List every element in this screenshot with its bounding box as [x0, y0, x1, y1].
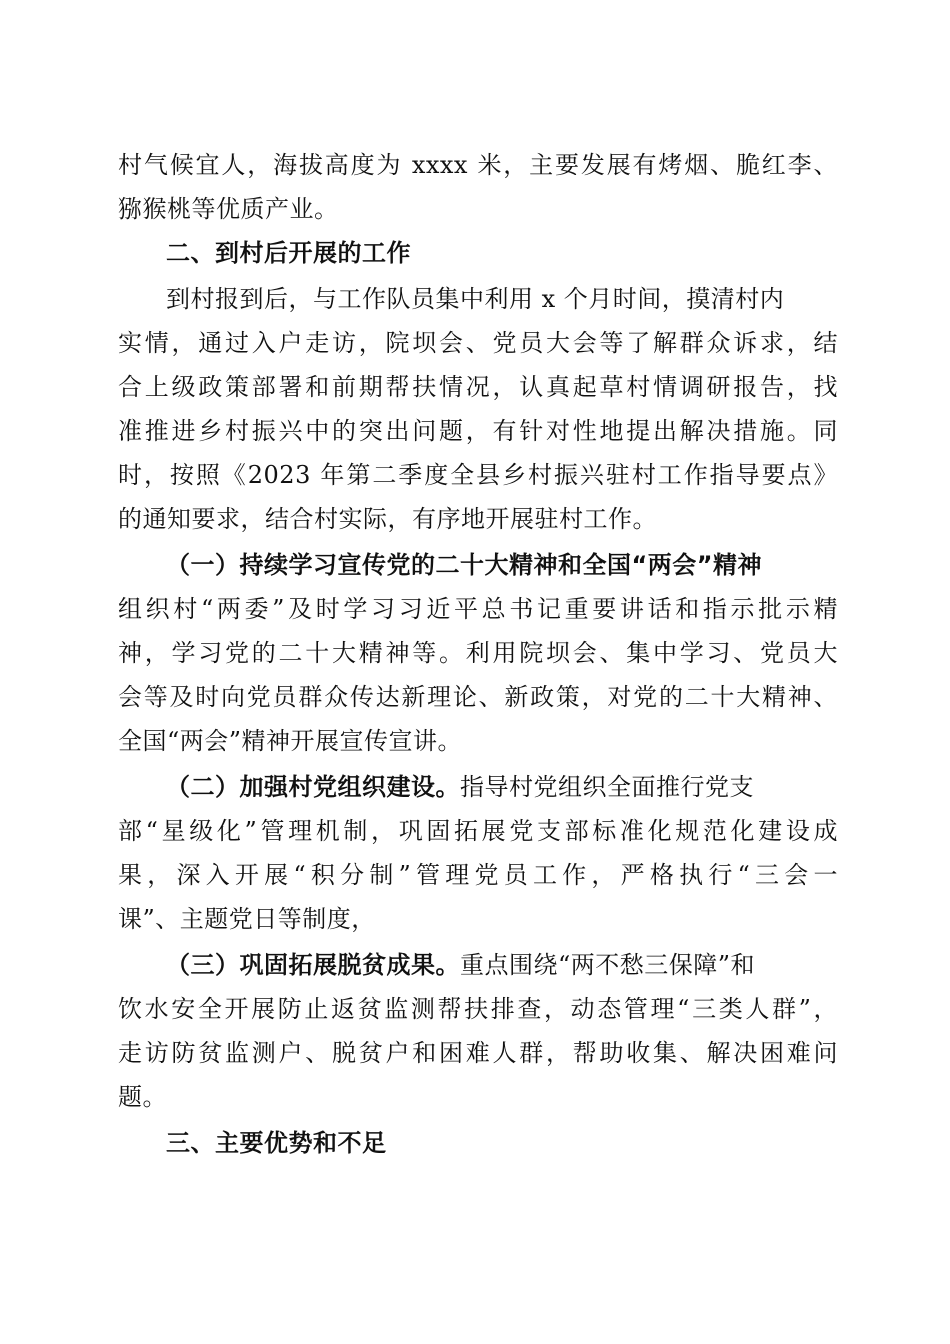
- item3-line-3: 走访防贫监测户、脱贫户和困难人群，帮助收集、解决困难问: [118, 1039, 838, 1067]
- item3-line-1-text: 重点围绕“两不愁三保障”和: [460, 951, 756, 979]
- item2-title: （二）加强村党组织建设。: [166, 773, 460, 801]
- intro-line-1: 村气候宜人，海拔高度为 xxxx 米，主要发展有烤烟、脆红李、: [118, 151, 838, 179]
- section-heading-2: 二、到村后开展的工作: [166, 239, 411, 267]
- item2-line-2: 部“星级化”管理机制，巩固拓展党支部标准化规范化建设成: [118, 817, 838, 845]
- item1-line-1: 组织村“两委”及时学习习近平总书记重要讲话和指示批示精: [118, 595, 838, 623]
- item1-line-3: 会等及时向党员群众传达新理论、新政策，对党的二十大精神、: [118, 683, 838, 711]
- item3-line-4: 题。: [118, 1083, 167, 1111]
- section2-para-line-2: 实情，通过入户走访，院坝会、党员大会等了解群众诉求，结: [118, 329, 838, 357]
- item1-line-4: 全国“两会”精神开展宣传宣讲。: [118, 727, 463, 755]
- item1-line-2: 神，学习党的二十大精神等。利用院坝会、集中学习、党员大: [118, 639, 838, 667]
- section2-para-line-5: 时，按照《2023 年第二季度全县乡村振兴驻村工作指导要点》: [118, 461, 838, 489]
- item1-title: （一）持续学习宣传党的二十大精神和全国“两会”精神: [166, 551, 763, 579]
- item3-line-2: 饮水安全开展防止返贫监测帮扶排查，动态管理“三类人群”，: [118, 995, 838, 1023]
- section2-para-line-1: 到村报到后，与工作队员集中利用 x 个月时间，摸清村内: [166, 285, 785, 313]
- item3-title: （三）巩固拓展脱贫成果。: [166, 951, 460, 979]
- item3-line-1: [166, 945, 838, 985]
- section2-para-line-4: 准推进乡村振兴中的突出问题，有针对性地提出解决措施。同: [118, 417, 838, 445]
- intro-line-2: 猕猴桃等优质产业。: [118, 195, 339, 223]
- item2-line-1-text: 指导村党组织全面推行党支: [460, 773, 754, 801]
- item2-line-1: [166, 767, 838, 807]
- section2-para-line-6: 的通知要求，结合村实际，有序地开展驻村工作。: [118, 505, 657, 533]
- section2-para-line-3: 合上级政策部署和前期帮扶情况，认真起草村情调研报告，找: [118, 373, 838, 401]
- item2-line-4: 课”、主题党日等制度，: [118, 905, 376, 933]
- section-heading-3: 三、主要优势和不足: [166, 1129, 387, 1157]
- item2-line-3: 果，深入开展“积分制”管理党员工作，严格执行“三会一: [118, 861, 838, 889]
